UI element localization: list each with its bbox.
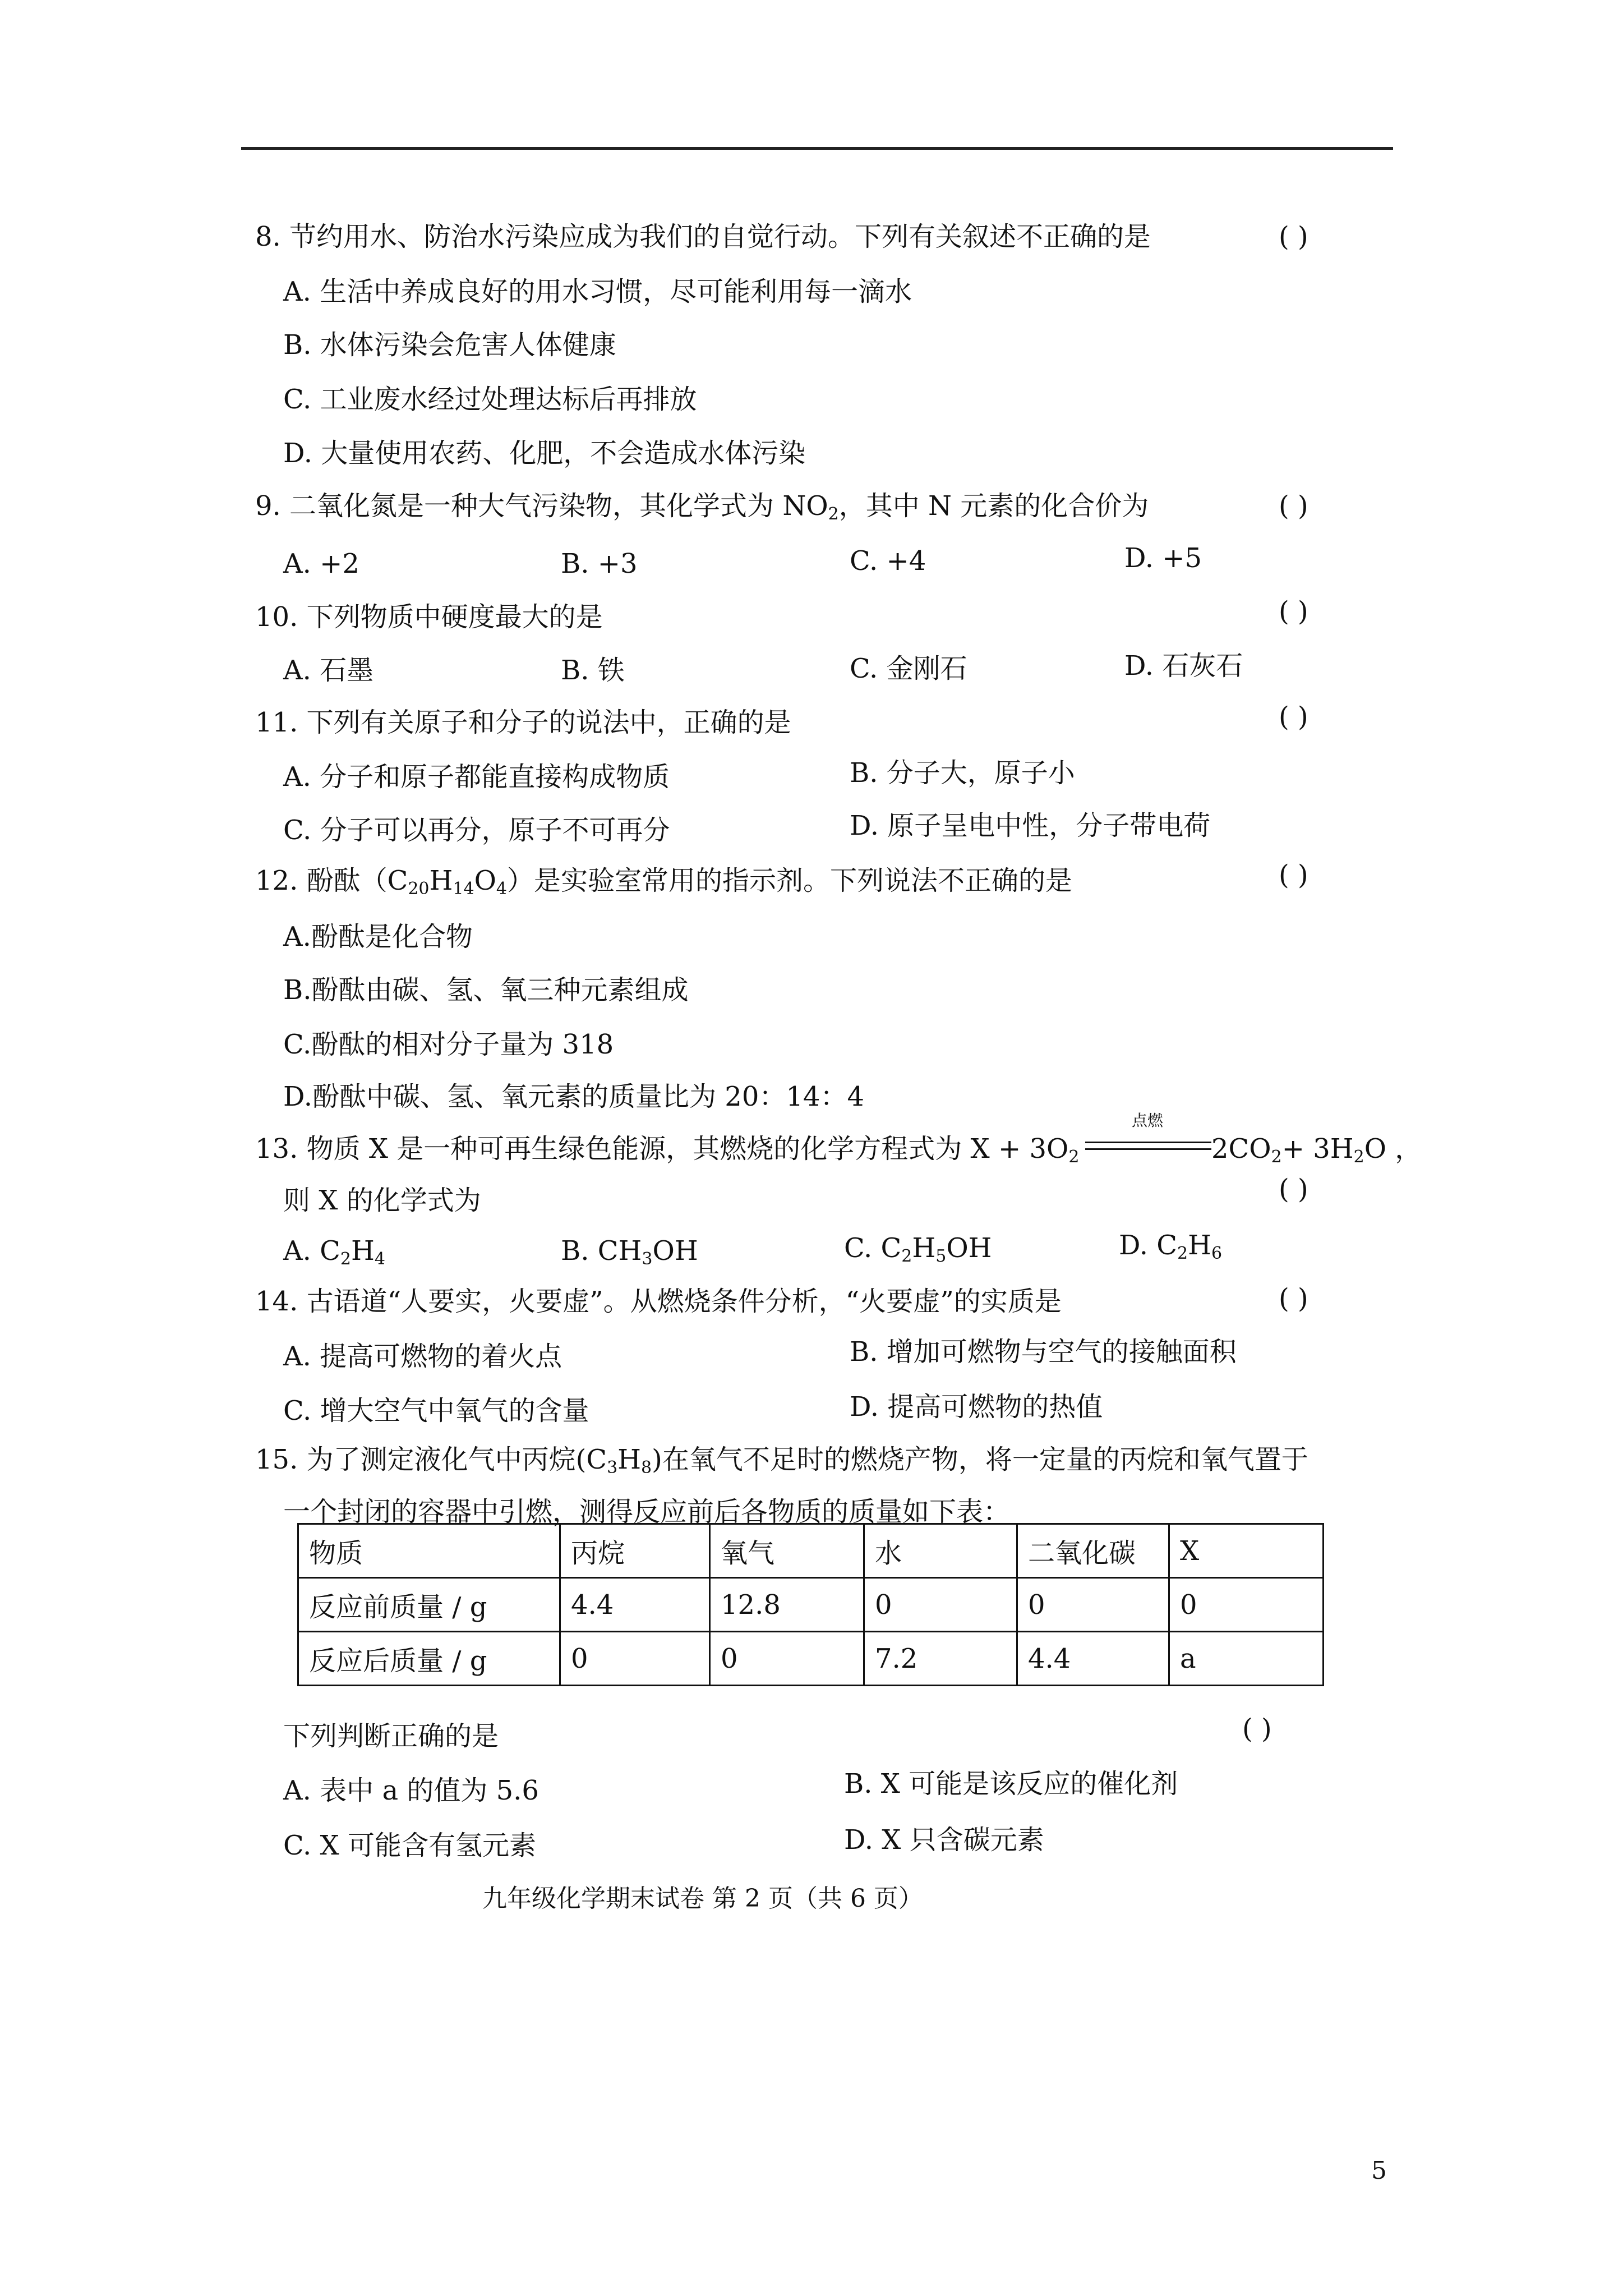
table-cell: 4.4: [560, 1578, 710, 1632]
question-13-option-d[interactable]: D. $C_2H_6$: [1119, 1230, 1223, 1263]
question-15-option-c[interactable]: C. X 可能含有氢元素: [283, 1830, 536, 1861]
question-13-option-b[interactable]: B. $CH_3OH$: [561, 1235, 698, 1269]
table-header-row: [298, 1524, 1324, 1578]
question-8-option-d[interactable]: D. 大量使用农药、化肥，不会造成水体污染: [283, 438, 806, 469]
question-9-option-b[interactable]: B. +3: [561, 548, 638, 579]
table-header-cell: 物质: [298, 1524, 560, 1578]
question-12-option-a[interactable]: A.酚酞是化合物: [283, 921, 473, 953]
mass-data-table: [297, 1523, 1324, 1686]
question-9-option-a[interactable]: A. +2: [283, 548, 359, 579]
table-cell: 12.8: [710, 1578, 864, 1632]
question-8-option-c[interactable]: C. 工业废水经过处理达标后再排放: [283, 384, 697, 415]
table-cell: 0: [710, 1632, 864, 1686]
question-11-option-d[interactable]: D. 原子呈电中性，分子带电荷: [850, 810, 1211, 841]
table-cell: 反应前质量 / g: [298, 1578, 560, 1632]
question-10-stem: 10. 下列物质中硬度最大的是: [255, 601, 603, 633]
question-10-option-b[interactable]: B. 铁: [561, 655, 625, 686]
reaction-condition-label: 点燃: [1132, 1111, 1164, 1130]
question-14-answer-bracket[interactable]: ( ): [1279, 1283, 1308, 1314]
question-9-option-d[interactable]: D. +5: [1124, 542, 1202, 574]
question-14-stem: 14. 古语道“人要实，火要虚”。从燃烧条件分析，“火要虚”的实质是: [255, 1286, 1062, 1317]
question-15-stem-line3: 下列判断正确的是: [283, 1720, 499, 1752]
table-header-cell: 氧气: [710, 1524, 864, 1578]
question-10-answer-bracket[interactable]: ( ): [1279, 596, 1308, 627]
question-9-stem: 9. 二氧化氮是一种大气污染物，其化学式为 $NO_2$，其中 N 元素的化合价为: [255, 490, 1149, 524]
question-13-answer-bracket[interactable]: ( ): [1279, 1174, 1308, 1205]
question-11-option-c[interactable]: C. 分子可以再分，原子不可再分: [283, 815, 670, 846]
question-12-option-c[interactable]: C.酚酞的相对分子量为 318: [283, 1029, 614, 1060]
question-8-option-b[interactable]: B. 水体污染会危害人体健康: [283, 329, 616, 361]
question-13-option-a[interactable]: A. $C_2H_4$: [283, 1235, 385, 1269]
question-11-option-b[interactable]: B. 分子大，原子小: [850, 757, 1075, 789]
question-10-option-c[interactable]: C. 金刚石: [850, 653, 967, 684]
table-cell: 反应后质量 / g: [298, 1632, 560, 1686]
question-11-stem: 11. 下列有关原子和分子的说法中，正确的是: [255, 707, 791, 738]
question-10-option-d[interactable]: D. 石灰石: [1124, 650, 1243, 682]
question-11-answer-bracket[interactable]: ( ): [1279, 701, 1308, 733]
question-14-option-b[interactable]: B. 增加可燃物与空气的接触面积: [850, 1336, 1237, 1368]
question-12-option-b[interactable]: B.酚酞由碳、氢、氧三种元素组成: [283, 974, 689, 1006]
table-cell: 4.4: [1017, 1632, 1169, 1686]
page-footer: 九年级化学期末试卷 第 2 页（共 6 页）: [482, 1884, 923, 1913]
question-15-answer-bracket[interactable]: ( ): [1242, 1713, 1272, 1745]
table-cell: 0: [1169, 1578, 1324, 1632]
header-rule: [241, 147, 1393, 150]
question-11-option-a[interactable]: A. 分子和原子都能直接构成物质: [283, 761, 670, 793]
table-header-cell: X: [1169, 1524, 1324, 1578]
table-cell: 0: [560, 1632, 710, 1686]
question-13-stem-line2: 则 X 的化学式为: [283, 1185, 481, 1216]
table-row: [298, 1632, 1324, 1686]
table-cell: a: [1169, 1632, 1324, 1686]
table-header-cell: 水: [864, 1524, 1017, 1578]
reaction-arrow-top: [1085, 1142, 1211, 1143]
question-15-option-a[interactable]: A. 表中 a 的值为 5.6: [283, 1775, 539, 1806]
question-14-option-c[interactable]: C. 增大空气中氧气的含量: [283, 1395, 589, 1427]
question-8-stem: 8. 节约用水、防治水污染应成为我们的自觉行动。下列有关叙述不正确的是: [255, 221, 1151, 252]
question-8-answer-bracket[interactable]: ( ): [1279, 221, 1308, 252]
table-header-cell: 丙烷: [560, 1524, 710, 1578]
question-13-stem: 13. 物质 X 是一种可再生绿色能源，其燃烧的化学方程式为 $X + 3O_2$: [255, 1133, 1080, 1167]
table-cell: 7.2: [864, 1632, 1017, 1686]
question-15-option-d[interactable]: D. X 只含碳元素: [844, 1824, 1044, 1856]
question-14-option-d[interactable]: D. 提高可燃物的热值: [850, 1391, 1103, 1423]
table-cell: 0: [864, 1578, 1017, 1632]
question-15-stem: 15. 为了测定液化气中丙烷$(C_3H_8)$在氧气不足时的燃烧产物，将一定量的丙烷和氧气置于: [255, 1444, 1308, 1478]
question-12-answer-bracket[interactable]: ( ): [1279, 859, 1308, 891]
question-12-stem: 12. 酚酞$(C_{20}H_{14}O_4)$是实验室常用的指示剂。下列说法不正确的是: [255, 865, 1073, 899]
table-header-cell: 二氧化碳: [1017, 1524, 1169, 1578]
question-13-option-c[interactable]: C. $C_2H_5OH$: [844, 1232, 992, 1266]
table-cell: 0: [1017, 1578, 1169, 1632]
question-10-option-a[interactable]: A. 石墨: [283, 655, 374, 686]
question-9-option-c[interactable]: C. +4: [850, 545, 926, 577]
page-number: 5: [1371, 2156, 1387, 2185]
question-15-stem-line2: 一个封闭的容器中引燃，测得反应前后各物质的质量如下表：: [283, 1496, 1011, 1527]
question-15-option-b[interactable]: B. X 可能是该反应的催化剂: [844, 1768, 1178, 1800]
question-8-option-a[interactable]: A. 生活中养成良好的用水习惯，尽可能利用每一滴水: [283, 276, 912, 307]
question-13-equation-products: $2CO_2+ 3H_2O$ ，: [1211, 1133, 1422, 1167]
question-14-option-a[interactable]: A. 提高可燃物的着火点: [283, 1341, 562, 1372]
table-row: [298, 1578, 1324, 1632]
reaction-arrow-bottom: [1085, 1148, 1211, 1150]
question-9-answer-bracket[interactable]: ( ): [1279, 490, 1308, 522]
question-12-option-d[interactable]: D.酚酞中碳、氢、氧元素的质量比为 20：14：4: [283, 1081, 864, 1112]
